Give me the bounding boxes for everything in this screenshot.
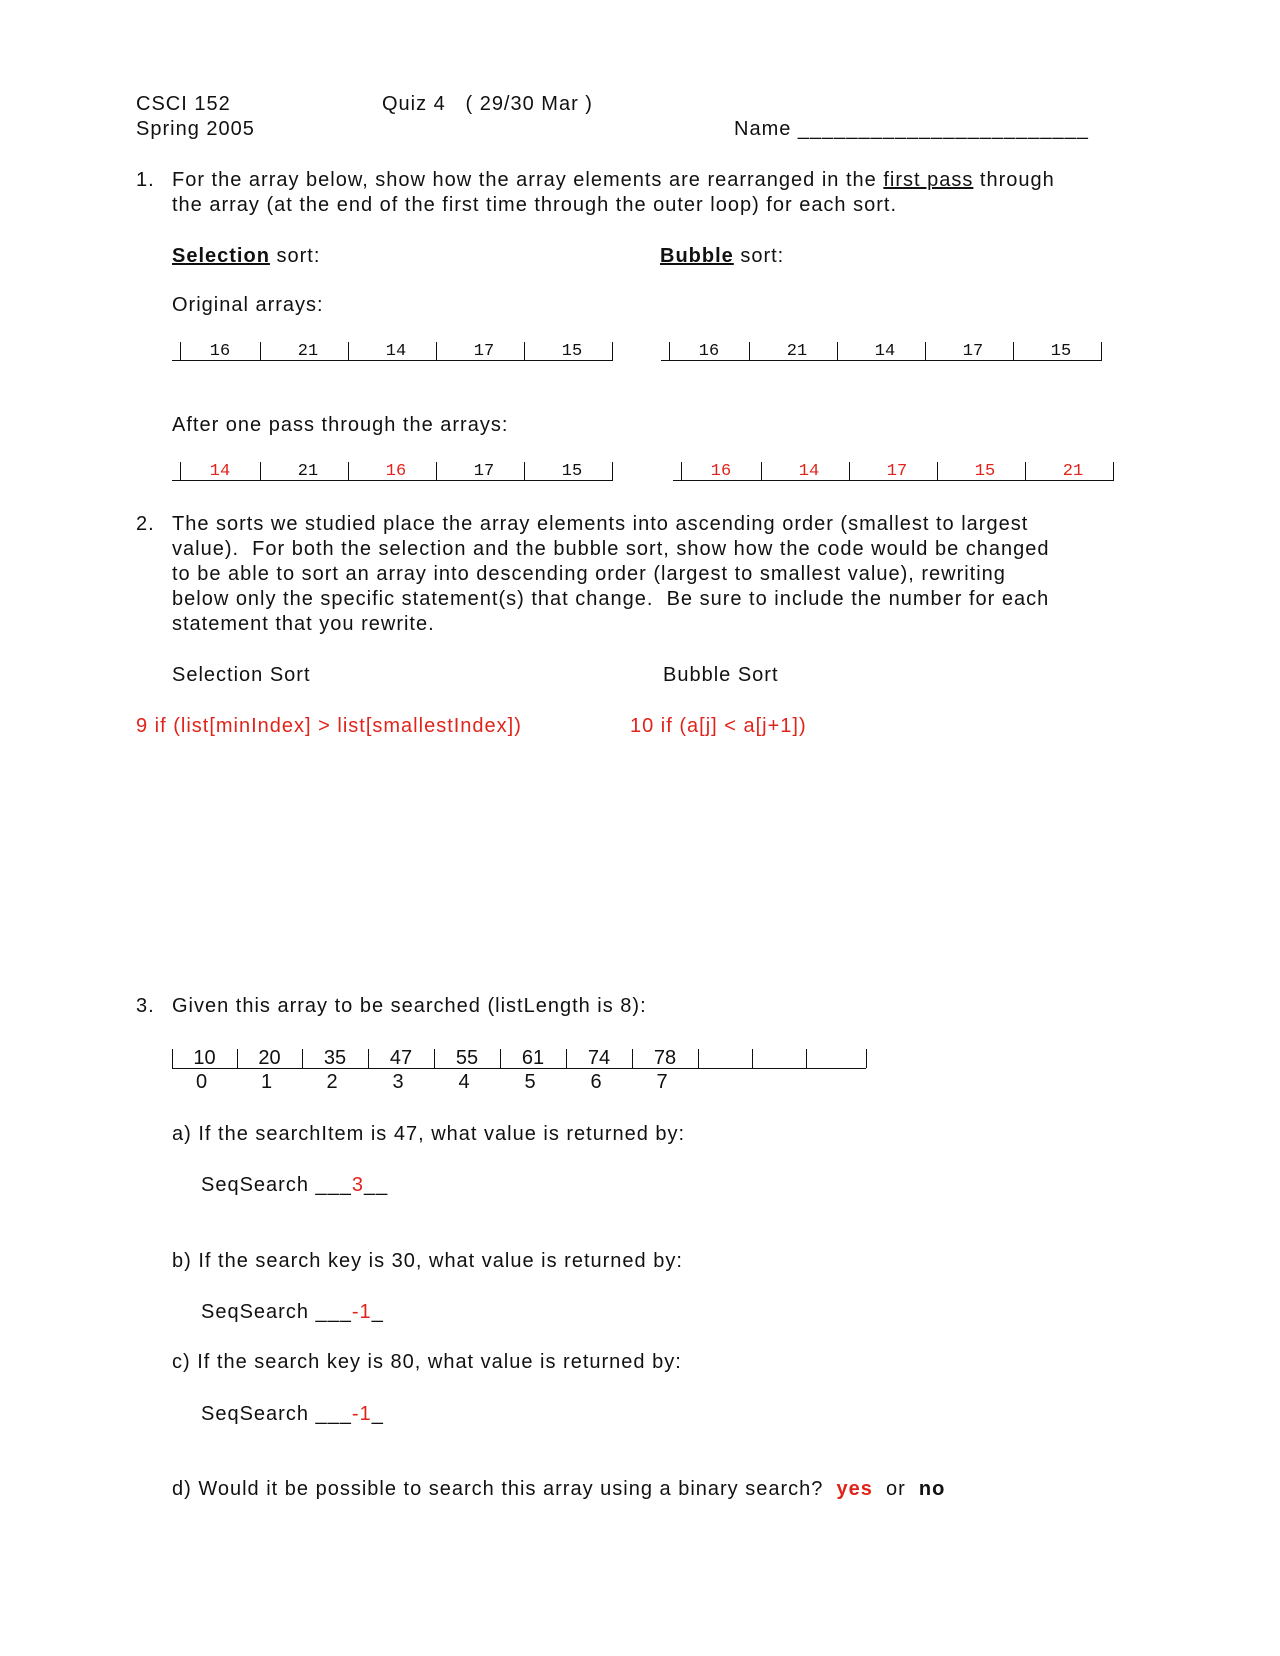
q3c-answer: -1 [351, 1403, 372, 1425]
q3a-answer-line [201, 1173, 388, 1197]
q3b-prefix: SeqSearch ___ [201, 1301, 352, 1323]
selection-after-cell: 14 [209, 462, 231, 481]
search-array-cell: 55 [455, 1047, 479, 1069]
q3d-yes: yes [836, 1478, 873, 1500]
search-array-index: 0 [195, 1071, 208, 1093]
q3a-suffix: __ [364, 1174, 389, 1196]
selection-after-cell: 16 [385, 462, 407, 481]
q3c-question: c) If the search key is 80, what value is returned by: [172, 1351, 682, 1373]
course-code: CSCI 152 [136, 93, 231, 115]
q3d-or: or [886, 1478, 906, 1500]
quiz-title: Quiz 4 ( 29/30 Mar ) [382, 93, 593, 115]
search-array-cell: 10 [193, 1047, 216, 1069]
q3d-line [172, 1477, 945, 1501]
selection-original-cell: 16 [209, 342, 231, 361]
bubble-original-cell: 16 [698, 342, 720, 361]
search-array-index: 4 [458, 1071, 470, 1093]
q3d-question: d) Would it be possible to search this array using a binary search? [172, 1478, 824, 1500]
selection-original-cell: 15 [561, 342, 583, 361]
q2-line2: value). For both the selection and the bubble sort, show how the code would be changed [172, 538, 1050, 560]
q2-line4: below only the specific statement(s) that change. Be sure to include the number for each [172, 588, 1050, 610]
bubble-original-cell: 17 [962, 342, 984, 361]
q2-line5: statement that you rewrite. [172, 613, 435, 635]
search-array-divider [752, 1049, 753, 1068]
bubble-suffix: sort: [733, 245, 785, 267]
q3a-answer: 3 [351, 1174, 365, 1196]
original-label: Original arrays: [172, 294, 324, 316]
q3a-prefix: SeqSearch ___ [201, 1174, 352, 1196]
q2-line1: The sorts we studied place the array elements into ascending order (smallest to largest [172, 513, 1029, 535]
term: Spring 2005 [136, 118, 255, 140]
q1-underline: first pass [883, 169, 974, 191]
bubble-original-cell: 15 [1050, 342, 1072, 361]
bubble-after-cell: 17 [886, 462, 908, 481]
bubble-original-cell: 14 [874, 342, 896, 361]
q3b-answer: -1 [351, 1301, 372, 1323]
q3b-question: b) If the search key is 30, what value is returned by: [172, 1250, 683, 1272]
bubble-after-cell: 14 [798, 462, 820, 481]
selection-original-cell: 21 [297, 342, 319, 361]
selection-after-cell: 21 [297, 462, 319, 481]
selection-word: Selection [172, 245, 270, 267]
q3d-no: no [918, 1478, 946, 1500]
q1-number: 1. [136, 169, 155, 191]
q3b-answer-line [201, 1300, 384, 1324]
selection-heading [172, 244, 320, 268]
bubble-after-cell: 21 [1062, 462, 1084, 481]
q1-text-a: For the array below, show how the array elements are rearranged in the [172, 169, 884, 191]
q3c-answer-line [201, 1402, 384, 1426]
search-array-cell: 20 [258, 1047, 281, 1069]
bubble-word: Bubble [660, 245, 734, 267]
selection-after-cell: 17 [473, 462, 495, 481]
search-array-index: 7 [656, 1071, 668, 1093]
bubble-sort-label: Bubble Sort [663, 664, 779, 686]
search-array-index: 6 [590, 1071, 602, 1093]
search-array-index: 5 [524, 1071, 536, 1093]
q1-text-b: through [973, 169, 1055, 191]
bubble-after-cell: 16 [710, 462, 732, 481]
search-array-cell: 47 [389, 1047, 413, 1069]
q3c-prefix: SeqSearch ___ [201, 1403, 352, 1425]
q3c-suffix: _ [371, 1403, 384, 1425]
selection-original-cell: 14 [385, 342, 407, 361]
search-array-cell: 35 [323, 1047, 347, 1069]
search-array-cell: 74 [587, 1047, 611, 1069]
search-array-index: 1 [260, 1071, 273, 1093]
bubble-after-cell: 15 [974, 462, 996, 481]
q2-line3: to be able to sort an array into descending order (largest to smallest value), rewriting [172, 563, 1006, 585]
selection-sort-label: Selection Sort [172, 664, 311, 686]
selection-after-cell: 15 [561, 462, 583, 481]
q3b-suffix: _ [371, 1301, 384, 1323]
selection-answer: 9 if (list[minIndex] > list[smallestIndex]) [136, 715, 522, 737]
bubble-original-cell: 21 [786, 342, 808, 361]
search-array-index: 3 [392, 1071, 404, 1093]
bubble-heading [660, 244, 784, 268]
q1-line1 [172, 168, 1055, 192]
search-array-divider [866, 1049, 867, 1068]
search-array-cell: 61 [521, 1047, 545, 1069]
q2-number: 2. [136, 513, 155, 535]
bubble-answer: 10 if (a[j] < a[j+1]) [630, 715, 807, 737]
selection-original-cell: 17 [473, 342, 495, 361]
search-array-divider [806, 1049, 807, 1068]
q1-line2: the array (at the end of the first time through the outer loop) for each sort. [172, 194, 898, 216]
search-array-index: 2 [326, 1071, 338, 1093]
after-label: After one pass through the arrays: [172, 414, 509, 436]
search-array-cell: 78 [653, 1047, 677, 1069]
selection-suffix: sort: [269, 245, 321, 267]
name-field: Name ________________________ [734, 118, 1089, 140]
q3a-question: a) If the searchItem is 47, what value is returned by: [172, 1123, 686, 1145]
search-array-divider [698, 1049, 699, 1068]
q3-text: Given this array to be searched (listLength is 8): [172, 995, 647, 1017]
q3-number: 3. [136, 995, 155, 1017]
